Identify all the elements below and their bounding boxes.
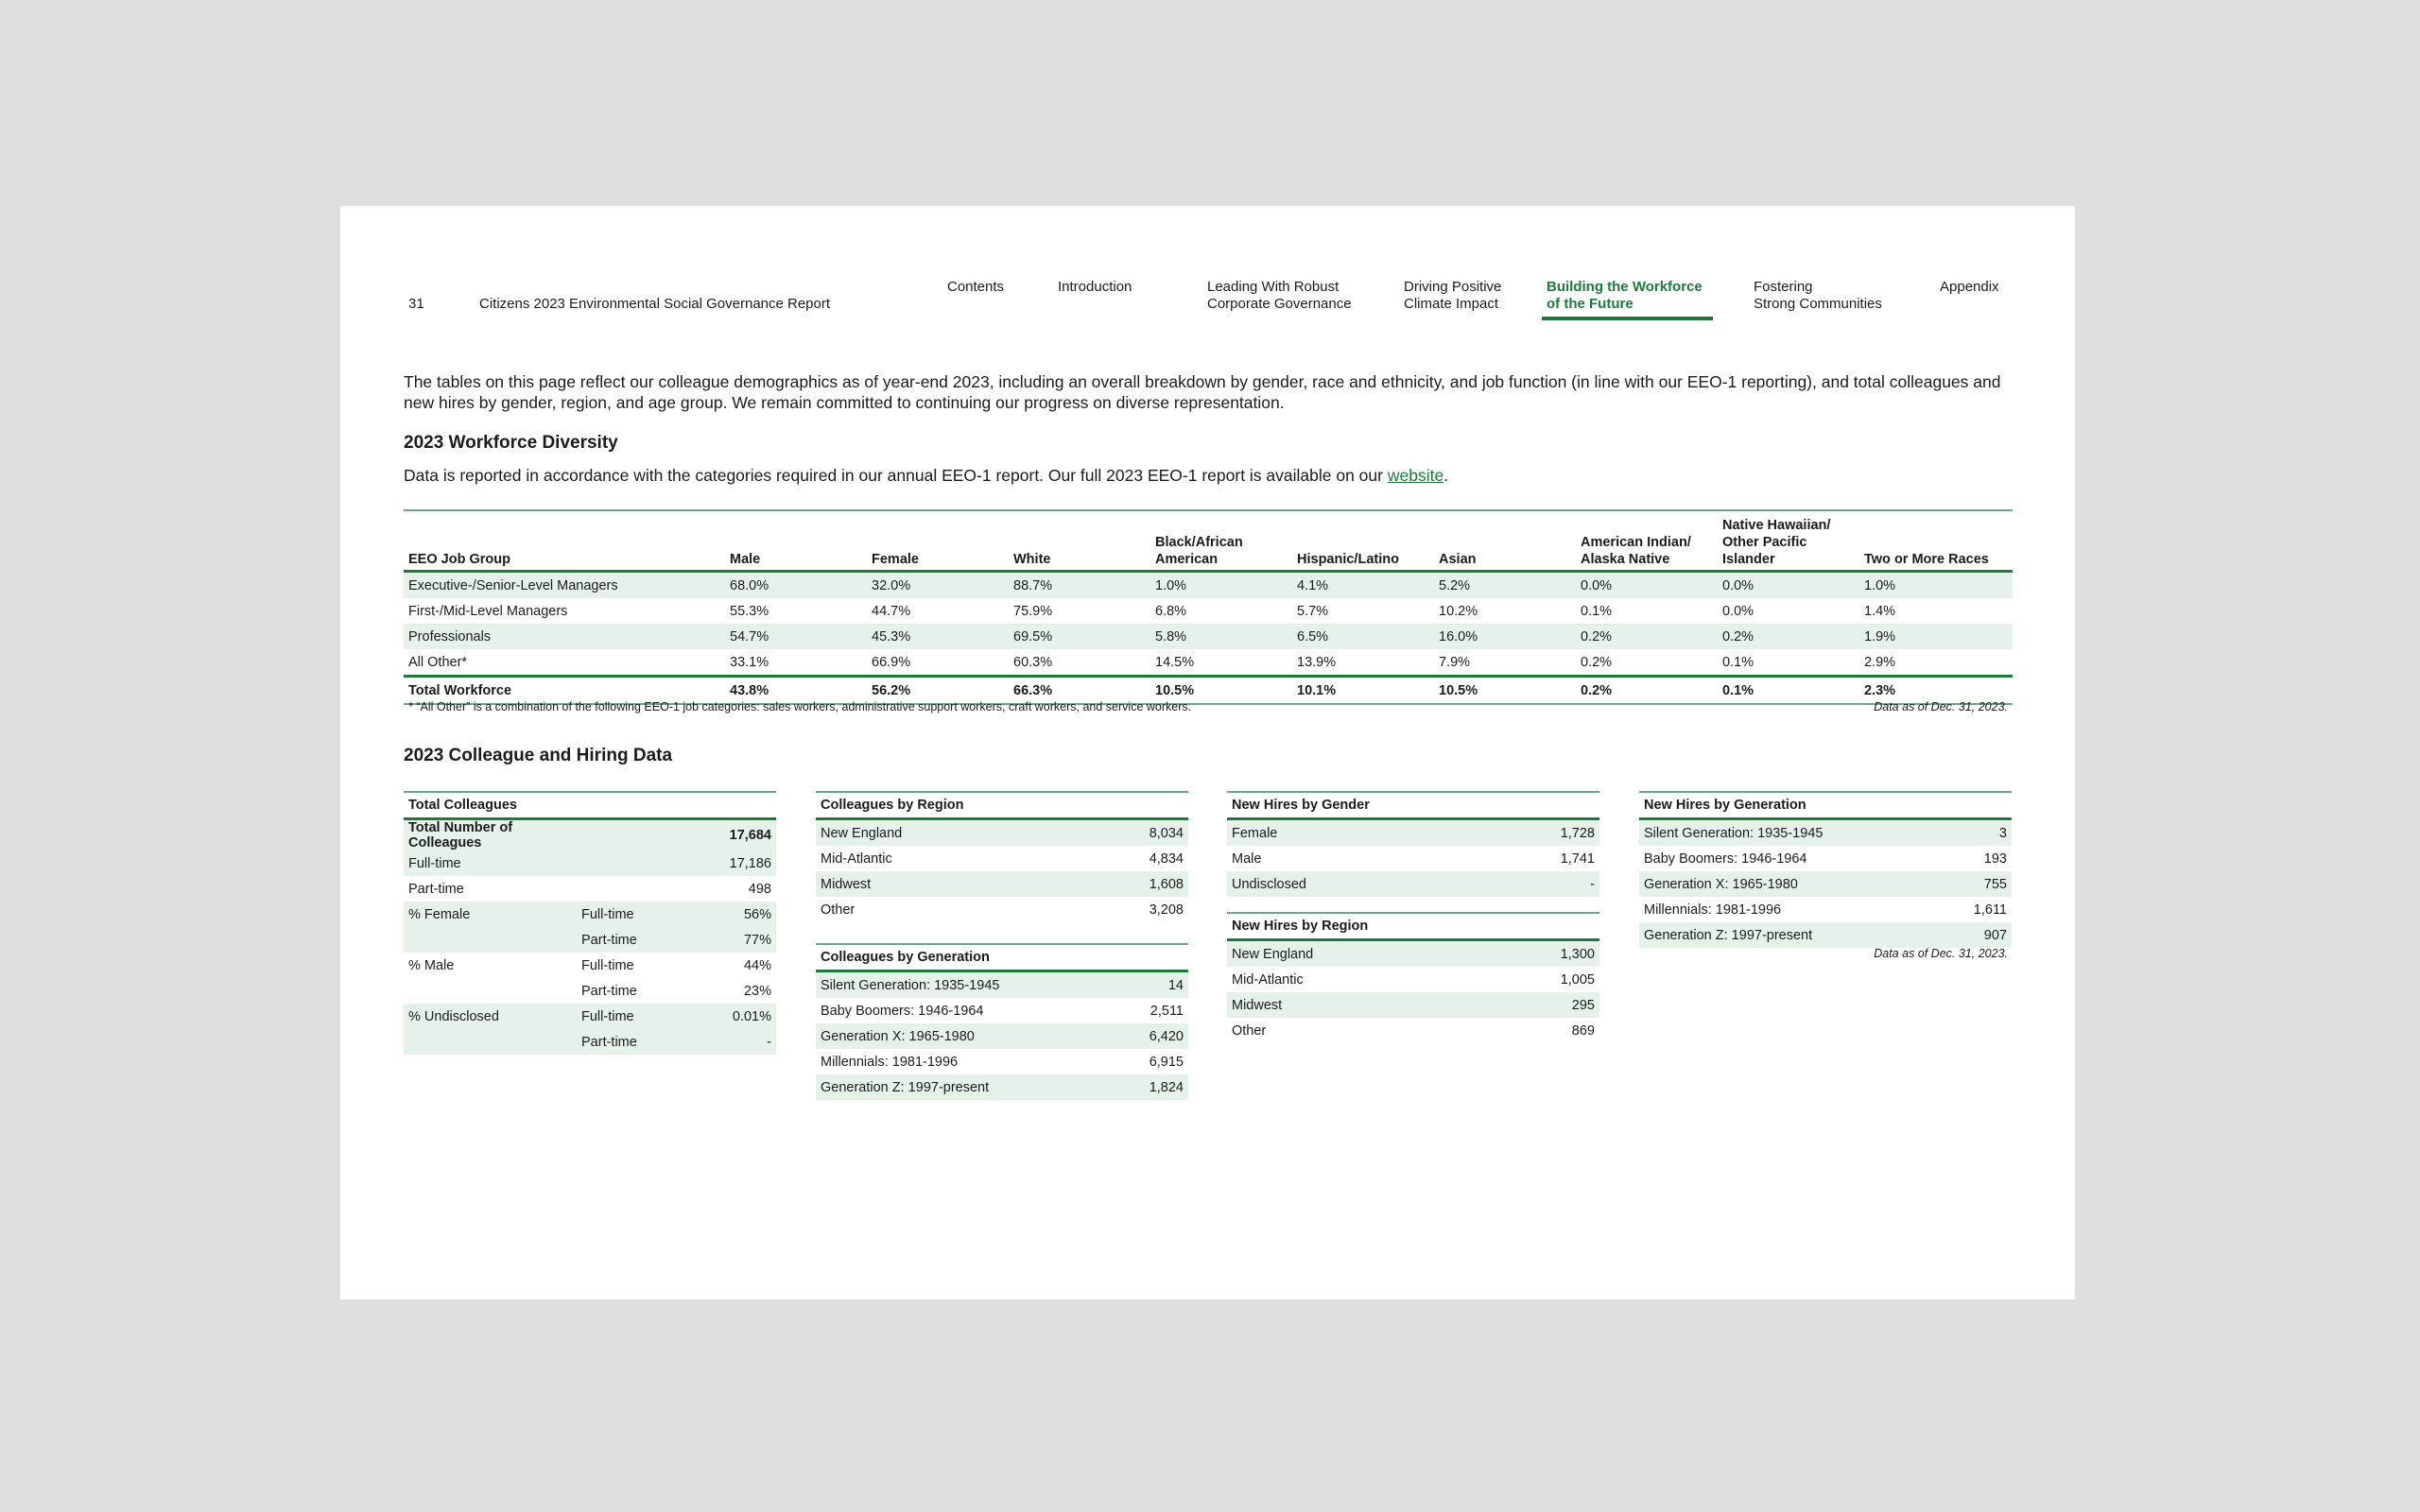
table-row xyxy=(816,820,1188,846)
description-text: Data is reported in accordance with the categories required in our annual EEO-1 report. Our full 2023 EEO-1 report is available on our xyxy=(404,466,1388,485)
table-cell: 1,728 xyxy=(1472,820,1599,846)
data-as-of-note: Data as of Dec. 31, 2023. xyxy=(1874,947,2008,960)
table-title: Colleagues by Region xyxy=(816,791,1188,820)
table-cell: 1,005 xyxy=(1560,971,1595,988)
table-cell: 66.9% xyxy=(872,654,911,670)
table-cell: New England xyxy=(816,820,1067,846)
table-cell: 10.5% xyxy=(1434,677,1576,705)
table-cell: Generation X: 1965-1980 xyxy=(1639,871,1943,897)
table-row xyxy=(1227,871,1599,897)
table-row xyxy=(1227,820,1599,846)
table-cell xyxy=(577,876,709,902)
table-cell: - xyxy=(1472,871,1599,897)
table-cell: 55.3% xyxy=(730,603,769,619)
table-cell: Female xyxy=(1227,820,1472,846)
table-cell: Baby Boomers: 1946-1964 xyxy=(821,1003,984,1019)
table-cell: Professionals xyxy=(404,624,725,649)
table-cell: 1,608 xyxy=(1067,871,1188,897)
nav-label: Strong Communities xyxy=(1754,296,1882,312)
table-cell: Silent Generation: 1935-1945 xyxy=(1639,820,1943,846)
table-cell: 8,034 xyxy=(1067,820,1188,846)
workforce-diversity-table xyxy=(404,509,2013,705)
table-cell: 1,741 xyxy=(1560,850,1595,867)
table-row xyxy=(404,902,776,927)
table-cell: Millennials: 1981-1996 xyxy=(1644,902,1782,918)
table-row xyxy=(404,1004,776,1029)
table-cell: Undisclosed xyxy=(1227,871,1472,897)
table-row xyxy=(1639,846,2012,871)
diversity-description xyxy=(404,466,1448,486)
table-cell: Full-time xyxy=(577,902,709,927)
table-cell: Generation Z: 1997-present xyxy=(1639,922,1943,948)
new-hires-by-region-table xyxy=(1227,912,1599,1043)
nav-label: Leading With Robust xyxy=(1207,279,1340,295)
nav-label: Fostering xyxy=(1754,279,1813,295)
table-cell: Baby Boomers: 1946-1964 xyxy=(1644,850,1807,867)
column-header: American Indian/ Alaska Native xyxy=(1576,510,1718,572)
table-row xyxy=(404,598,2013,624)
table-cell: 14.5% xyxy=(1155,654,1195,670)
table-cell: 10.1% xyxy=(1292,677,1434,705)
table-cell: Part-time xyxy=(577,927,709,953)
table-cell: 2,511 xyxy=(1150,1003,1184,1019)
table-cell: 0.2% xyxy=(1576,624,1718,649)
table-cell: Mid-Atlantic xyxy=(1232,971,1304,988)
nav-label: of the Future xyxy=(1547,296,1634,312)
nav-corporate-governance[interactable] xyxy=(1207,279,1352,313)
table-cell: 6,915 xyxy=(1149,1054,1184,1070)
table-cell: 69.5% xyxy=(1009,624,1150,649)
table-row xyxy=(816,846,1188,871)
table-cell: 17,186 xyxy=(709,850,776,876)
table-cell xyxy=(404,1029,577,1055)
new-hires-by-generation-table xyxy=(1639,791,2012,948)
table-row xyxy=(1639,871,2012,897)
table-row xyxy=(816,897,1188,922)
table-cell: 3 xyxy=(1943,820,2012,846)
table-row xyxy=(404,876,776,902)
table-cell: Millennials: 1981-1996 xyxy=(821,1054,959,1070)
table-cell: Male xyxy=(1232,850,1262,867)
table-cell: 88.7% xyxy=(1009,572,1150,599)
website-link[interactable]: website xyxy=(1387,466,1444,485)
column-header: Asian xyxy=(1434,510,1576,572)
table-cell: 0.0% xyxy=(1576,572,1718,599)
table-cell: 44% xyxy=(743,957,771,973)
nav-label: Contents xyxy=(947,279,1005,295)
table-cell: 193 xyxy=(1983,850,2007,867)
table-cell: 2.3% xyxy=(1859,677,2013,705)
table-cell: 0.1% xyxy=(1722,654,1754,670)
nav-label: Building the Workforce xyxy=(1547,279,1703,295)
table-cell: 5.8% xyxy=(1150,624,1292,649)
table-cell: 1,300 xyxy=(1478,941,1599,967)
table-cell: Part-time xyxy=(577,1029,709,1055)
column-header: Female xyxy=(867,510,1009,572)
colleagues-by-region-table xyxy=(816,791,1188,922)
section-heading-hiring: 2023 Colleague and Hiring Data xyxy=(404,746,673,765)
table-row xyxy=(404,927,776,953)
table-cell: 56.2% xyxy=(867,677,1009,705)
table-cell: 54.7% xyxy=(725,624,867,649)
intro-paragraph: The tables on this page reflect our colleague demographics as of year-end 2023, including an overall breakdown by gender, race and ethnicity, and job function (in line with our EEO-1 reporting), and total colleagues and new hires by gender, region, and age group. We remain committed to continuing our progress on diverse representation. xyxy=(404,372,2001,412)
table-cell: Generation Z: 1997-present xyxy=(816,1074,1118,1100)
table-row xyxy=(1227,1018,1599,1043)
table-header-row xyxy=(404,510,2013,572)
table-cell: - xyxy=(709,1029,776,1055)
column-header: Native Hawaiian/ Other Pacific Islander xyxy=(1718,510,1859,572)
table-cell: 10.2% xyxy=(1439,603,1478,619)
new-hires-by-gender-table xyxy=(1227,791,1599,897)
table-cell: Generation X: 1965-1980 xyxy=(816,1023,1118,1049)
table-cell: 0.1% xyxy=(1718,677,1859,705)
table-title: New Hires by Generation xyxy=(1639,791,2012,820)
page-header xyxy=(404,253,2013,348)
nav-label: Corporate Governance xyxy=(1207,296,1352,312)
table-cell: Other xyxy=(821,902,856,918)
table-row xyxy=(404,850,776,876)
column-header: White xyxy=(1009,510,1150,572)
table-row xyxy=(404,820,776,850)
table-cell: 4,834 xyxy=(1149,850,1184,867)
table-cell: 1,824 xyxy=(1118,1074,1188,1100)
nav-introduction[interactable] xyxy=(1058,279,1132,296)
table-cell: 0.2% xyxy=(1718,624,1859,649)
table-row xyxy=(1639,922,2012,948)
table-cell: % Female xyxy=(404,902,577,927)
nav-climate-impact[interactable] xyxy=(1404,279,1501,313)
table-cell: 6.5% xyxy=(1292,624,1434,649)
table-row xyxy=(1227,967,1599,992)
colleagues-by-generation-table xyxy=(816,943,1188,1100)
table-cell: Silent Generation: 1935-1945 xyxy=(816,972,1118,998)
table-cell: 75.9% xyxy=(1013,603,1053,619)
table-cell: 4.1% xyxy=(1292,572,1434,599)
table-row xyxy=(816,972,1188,998)
table-cell: Total Workforce xyxy=(404,677,725,705)
table-cell: All Other* xyxy=(408,654,468,670)
nav-label: Introduction xyxy=(1058,279,1132,295)
table-title: New Hires by Region xyxy=(1227,912,1599,941)
table-row xyxy=(816,1049,1188,1074)
table-cell: Part-time xyxy=(581,983,637,999)
active-tab-indicator xyxy=(1542,317,1713,320)
table-title: New Hires by Gender xyxy=(1227,791,1599,820)
table-row xyxy=(404,572,2013,599)
table-cell: 0.2% xyxy=(1576,677,1718,705)
data-as-of-note: Data as of Dec. 31, 2023. xyxy=(1874,700,2008,713)
table-cell: 2.9% xyxy=(1864,654,1896,670)
table-row xyxy=(1227,846,1599,871)
table-cell: 13.9% xyxy=(1297,654,1337,670)
section-heading-diversity: 2023 Workforce Diversity xyxy=(404,433,618,453)
nav-appendix[interactable] xyxy=(1940,279,1999,296)
table-row xyxy=(404,624,2013,649)
table-cell xyxy=(577,850,709,876)
table-cell: 1.4% xyxy=(1864,603,1896,619)
table-title: Total Colleagues xyxy=(404,791,776,820)
table-row xyxy=(404,1029,776,1055)
table-cell: 1.0% xyxy=(1859,572,2013,599)
table-cell: First-/Mid-Level Managers xyxy=(408,603,568,619)
column-header: Male xyxy=(725,510,867,572)
footnote: * “All Other” is a combination of the following EEO-1 job categories: sales workers, administrative support workers, craft workers, and service workers. xyxy=(408,700,1192,713)
table-cell: 68.0% xyxy=(725,572,867,599)
nav-contents[interactable] xyxy=(947,279,1004,296)
table-row xyxy=(404,978,776,1004)
table-cell xyxy=(404,978,577,1004)
table-cell: Full-time xyxy=(404,850,577,876)
table-cell: % Male xyxy=(408,957,455,973)
table-cell: 0.0% xyxy=(1718,572,1859,599)
table-cell: 295 xyxy=(1478,992,1599,1018)
nav-label: Climate Impact xyxy=(1404,296,1499,312)
nav-strong-communities[interactable] xyxy=(1754,279,1882,313)
table-cell: Mid-Atlantic xyxy=(821,850,892,867)
table-cell: 77% xyxy=(709,927,776,953)
table-cell: 7.9% xyxy=(1439,654,1471,670)
table-cell: 33.1% xyxy=(730,654,769,670)
table-cell: 1.9% xyxy=(1859,624,2013,649)
table-cell: Midwest xyxy=(1227,992,1478,1018)
table-cell: 6,420 xyxy=(1118,1023,1188,1049)
description-punct: . xyxy=(1443,466,1449,485)
report-title: Citizens 2023 Environmental Social Governance Report xyxy=(479,296,831,312)
report-page xyxy=(340,206,2075,1299)
table-cell: 32.0% xyxy=(867,572,1009,599)
table-row xyxy=(1227,941,1599,967)
table-cell: 755 xyxy=(1943,871,2012,897)
table-cell: Midwest xyxy=(816,871,1067,897)
table-cell: Part-time xyxy=(408,881,464,897)
table-cell: 0.01% xyxy=(709,1004,776,1029)
table-row xyxy=(816,1074,1188,1100)
table-cell xyxy=(577,820,709,850)
table-cell: 0.1% xyxy=(1581,603,1613,619)
table-cell: 23% xyxy=(743,983,771,999)
total-colleagues-table xyxy=(404,791,776,1055)
table-row xyxy=(816,998,1188,1023)
table-cell: 16.0% xyxy=(1434,624,1576,649)
table-cell: Other xyxy=(1232,1022,1267,1039)
nav-label: Driving Positive xyxy=(1404,279,1502,295)
table-cell: 5.7% xyxy=(1297,603,1329,619)
table-cell: 498 xyxy=(748,881,771,897)
table-cell: 43.8% xyxy=(725,677,867,705)
table-cell: 44.7% xyxy=(872,603,911,619)
table-cell: 66.3% xyxy=(1009,677,1150,705)
column-header: Two or More Races xyxy=(1859,510,2013,572)
column-header: Hispanic/Latino xyxy=(1292,510,1434,572)
table-cell: 60.3% xyxy=(1013,654,1053,670)
table-cell: Total Number of Colleagues xyxy=(404,820,577,850)
table-row xyxy=(816,871,1188,897)
table-cell: 17,684 xyxy=(709,820,776,850)
column-header: EEO Job Group xyxy=(404,510,725,572)
page-number: 31 xyxy=(408,296,424,312)
table-cell: Full-time xyxy=(577,1004,709,1029)
table-row xyxy=(404,649,2013,677)
table-row xyxy=(816,1023,1188,1049)
table-cell: Executive-/Senior-Level Managers xyxy=(404,572,725,599)
table-row xyxy=(1227,992,1599,1018)
table-row xyxy=(1639,897,2012,922)
table-cell: 869 xyxy=(1571,1022,1595,1039)
table-cell: 5.2% xyxy=(1434,572,1576,599)
column-header: Black/African American xyxy=(1150,510,1292,572)
table-row xyxy=(1639,820,2012,846)
table-title: Colleagues by Generation xyxy=(816,943,1188,972)
table-cell: 10.5% xyxy=(1150,677,1292,705)
table-cell xyxy=(404,927,577,953)
table-cell: 1.0% xyxy=(1150,572,1292,599)
table-row xyxy=(404,953,776,978)
table-cell: 907 xyxy=(1943,922,2012,948)
table-cell: % Undisclosed xyxy=(404,1004,577,1029)
table-cell: 14 xyxy=(1118,972,1188,998)
table-cell: 56% xyxy=(709,902,776,927)
table-cell: Full-time xyxy=(581,957,634,973)
table-cell: 1,611 xyxy=(1973,902,2007,918)
nav-workforce-of-future[interactable] xyxy=(1547,279,1703,313)
table-cell: 0.0% xyxy=(1722,603,1754,619)
table-cell: 3,208 xyxy=(1149,902,1184,918)
table-cell: New England xyxy=(1227,941,1478,967)
table-cell: 6.8% xyxy=(1155,603,1187,619)
table-cell: 45.3% xyxy=(867,624,1009,649)
nav-label: Appendix xyxy=(1940,279,1999,295)
table-cell: 0.2% xyxy=(1581,654,1613,670)
